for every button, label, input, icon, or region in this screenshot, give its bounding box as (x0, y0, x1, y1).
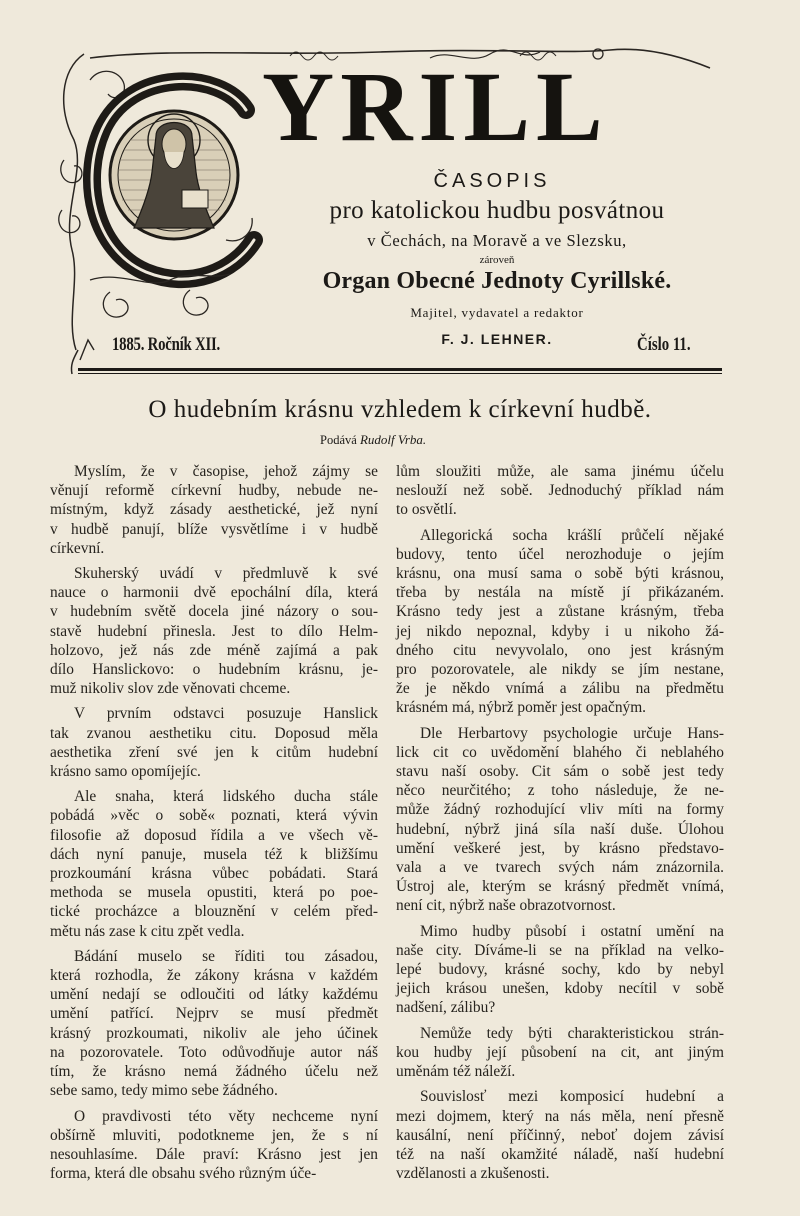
paragraph (50, 462, 378, 558)
text-line: Bádání muselo se říditi tou zásadou, (74, 947, 378, 965)
text-line: v hudbě panují, blíže vysvětlíme i v hudbě (50, 520, 378, 538)
article-byline (320, 432, 520, 448)
article-title: O hudebním krásnu vzhledem k církevní hudbě. (148, 396, 652, 423)
masthead-region: v Čechách, na Moravě a ve Slezsku, (367, 231, 627, 250)
text-column-right (396, 462, 724, 1189)
byline-prefix: Podává (320, 433, 357, 447)
text-line: mezi dojmem, který na nás měla, není přesně (396, 1107, 724, 1125)
text-line: stavě hudební přinesla. Jest to dílo Helm- (50, 622, 378, 640)
text-line: tak zvanou aesthetiku citu. Doposud měla (50, 724, 378, 742)
masthead-rule (78, 368, 722, 371)
text-line: vzdělanosti a zkušenosti. (396, 1165, 550, 1183)
text-line: muž nikoliv slov zde věnovati chceme. (50, 680, 291, 698)
text-line: dílo Hanslickovo: o hudebním krásnu, je- (50, 661, 378, 679)
text-line: též na naší okamžité náladě, naší hudební (396, 1145, 724, 1163)
text-line: krásnu, ona musí sama o sobě býti krásnou, (396, 565, 724, 583)
text-line: něco neurčitého; z toho následuje, že ne- (396, 782, 724, 800)
text-line: mětu nás zase k citu zpět vedla. (50, 922, 245, 940)
text-line: tím, že krásno nemá žádného účelu než (50, 1063, 378, 1081)
text-line: O pravdivosti této věty nechceme nyní (74, 1107, 378, 1125)
text-line: vala a ve tvarech svých nám znázornila. (396, 859, 724, 877)
text-line: stavu naší osoby. Cit sám o sobě jest tedy (396, 763, 724, 781)
text-line: jej nikdo nepoznal, kdyby i u nikoho žá- (396, 622, 724, 640)
text-line: kausální, není příčinný, neboť dojem závisí (396, 1126, 724, 1144)
text-line: pobádá »věc o sobě« poznati, která vývin (50, 807, 378, 825)
paragraph (396, 1087, 724, 1183)
text-line: jejich krásou unešen, kdoby necítil v sobě (396, 980, 724, 998)
masthead-organ: Organ Obecné Jednoty Cyrillské. (322, 268, 672, 294)
text-line: může žádný rozhodující vliv míti na formy (396, 801, 724, 819)
text-line: že je někdo vnímá a zálibu na předmětu (396, 680, 724, 698)
text-line: umění nedají se odloučiti od látky každému (50, 986, 378, 1004)
paragraph (50, 704, 378, 781)
masthead-rule-thin (78, 373, 722, 374)
paragraph (50, 1107, 378, 1184)
issue-number: Číslo 11. (637, 334, 691, 355)
text-line: prozkoumání krásna vůbec pobádati. Stará (50, 865, 378, 883)
text-line: krásný prozkoumati, nikoliv ale jeho účinek (50, 1024, 378, 1042)
text-line: neslouží než sobě. Jednoduchý příklad nám (396, 482, 724, 500)
text-line: dného citu nevyvolalo, ono jest krásným (396, 641, 724, 659)
text-line: nauce o harmonii dvě epochální díla, která (50, 584, 378, 602)
text-line: methoda se musela opustiti, která po poe- (50, 884, 378, 902)
text-line: krásném má, nýbrž poměr jest opačným. (396, 699, 647, 717)
text-line: Ale snaha, která lidského ducha stále (74, 788, 378, 806)
journal-title (262, 52, 702, 162)
paragraph (50, 787, 378, 941)
text-column-left (50, 462, 378, 1189)
text-line: v hudebním světě docela jiné názory o sou- (50, 603, 378, 621)
paragraph (396, 462, 724, 520)
text-line: věnují reformě církevní hudby, nebude ne- (50, 482, 378, 500)
text-line: Skuherský uvádí v předmluvě k své (74, 565, 378, 583)
paragraph (50, 947, 378, 1101)
text-line: krásno samo opomíjejíc. (50, 763, 201, 781)
text-line: lům sloužiti může, ale sama jinému účelu (396, 463, 724, 480)
text-line: forma, která dle obsahu svého různým úče- (50, 1165, 317, 1183)
text-line: která rozhodla, že zákony krásna v každém (50, 967, 378, 985)
text-line: není cit, nýbrž naše obrazotvornost. (396, 897, 616, 915)
text-line: budovy, tento účel nerozhoduje o jejím (396, 545, 724, 563)
text-line: na pozorovatele. Toto odůvodňuje autor náš (50, 1043, 378, 1061)
text-line: místným, když zásady aesthetické, jež nyní (50, 501, 378, 519)
text-line: nesouhlasíme. Dále praví: Krásno jest jen (50, 1145, 378, 1163)
text-line: Mimo hudby působí i ostatní umění na (420, 922, 724, 940)
text-line: sebe samo, tedy mimo sebe žádného. (50, 1082, 278, 1100)
paragraph (50, 564, 378, 698)
text-line: umění veškeré jest, by krásno představo- (396, 839, 724, 857)
issue-year-volume: 1885. Ročník XII. (112, 334, 221, 355)
text-line: Allegorická socha krášlí průčelí nějaké (420, 526, 724, 544)
text-line: církevní. (50, 539, 105, 557)
text-line: Krásno tedy jest a zůstane krásným, třeba (396, 603, 724, 621)
text-line: holzovo, jež nás zde méně zajímá a pak (50, 641, 378, 659)
paragraph (396, 1024, 724, 1082)
text-line: hudební, nýbrž jiná síla naší duše. Úlohou (396, 820, 724, 838)
text-line: lick cit co uvědomění blahého či neblahého (396, 743, 724, 761)
masthead-casopis: ČASOPIS (433, 170, 551, 192)
text-line: obšírně mluviti, podotkneme jen, že s ní (50, 1126, 378, 1144)
paragraph (396, 724, 724, 916)
byline-author: Rudolf Vrba. (359, 432, 427, 447)
paragraph (396, 922, 724, 1018)
text-line: kou hudby její působení na cit, ant jiným (396, 1043, 724, 1061)
text-line: Ústroj ale, kterým se krásný předmět vnímá, (396, 878, 724, 896)
editor-name: F. J. LEHNER. (441, 331, 553, 347)
paragraph (396, 526, 724, 718)
text-line: Myslím, že v časopise, jehož zájmy se (74, 463, 378, 480)
text-line: Dle Herbartovy psychologie určuje Hans- (420, 724, 724, 742)
journal-title-rest: YRILL (262, 51, 609, 162)
text-line: umění patřící. Nejprv se musí předmět (50, 1005, 378, 1023)
text-line: tické procházce a blouznění v celém před- (50, 903, 378, 921)
text-line: dách nyní panuje, musela též k bližšímu (50, 845, 378, 863)
text-line: lepé budovy, krásné sochy, kdo by nebyl (396, 961, 724, 979)
text-line: Nemůže tedy býti charakteristickou strán- (420, 1024, 724, 1042)
text-line: nadšení, zálibu? (396, 999, 496, 1017)
masthead-owner: Majitel, vydavatel a redaktor (410, 305, 584, 320)
text-line: Souvislosť mezi komposicí hudební a (420, 1088, 724, 1106)
text-line: to osvětlí. (396, 501, 457, 519)
text-line: třeba by nestála na místě jí přikázaném. (396, 584, 724, 602)
text-line: uměnám též náleží. (396, 1063, 516, 1081)
text-line: aesthetika zření své jen k citům hudební (50, 743, 378, 761)
text-line: pro pozorovatele, ale nikdy se jím nestane, (396, 661, 724, 679)
text-line: V prvním odstavci posuzuje Hanslick (74, 705, 378, 723)
text-line: filosofie až doposud řídila a ve všech vě- (50, 826, 378, 844)
masthead-zaroven: zároveň (479, 254, 515, 266)
text-line: naše city. Díváme-li se na příklad na velko- (396, 941, 724, 959)
masthead-subtitle: pro katolickou hudbu posvátnou (329, 197, 665, 224)
